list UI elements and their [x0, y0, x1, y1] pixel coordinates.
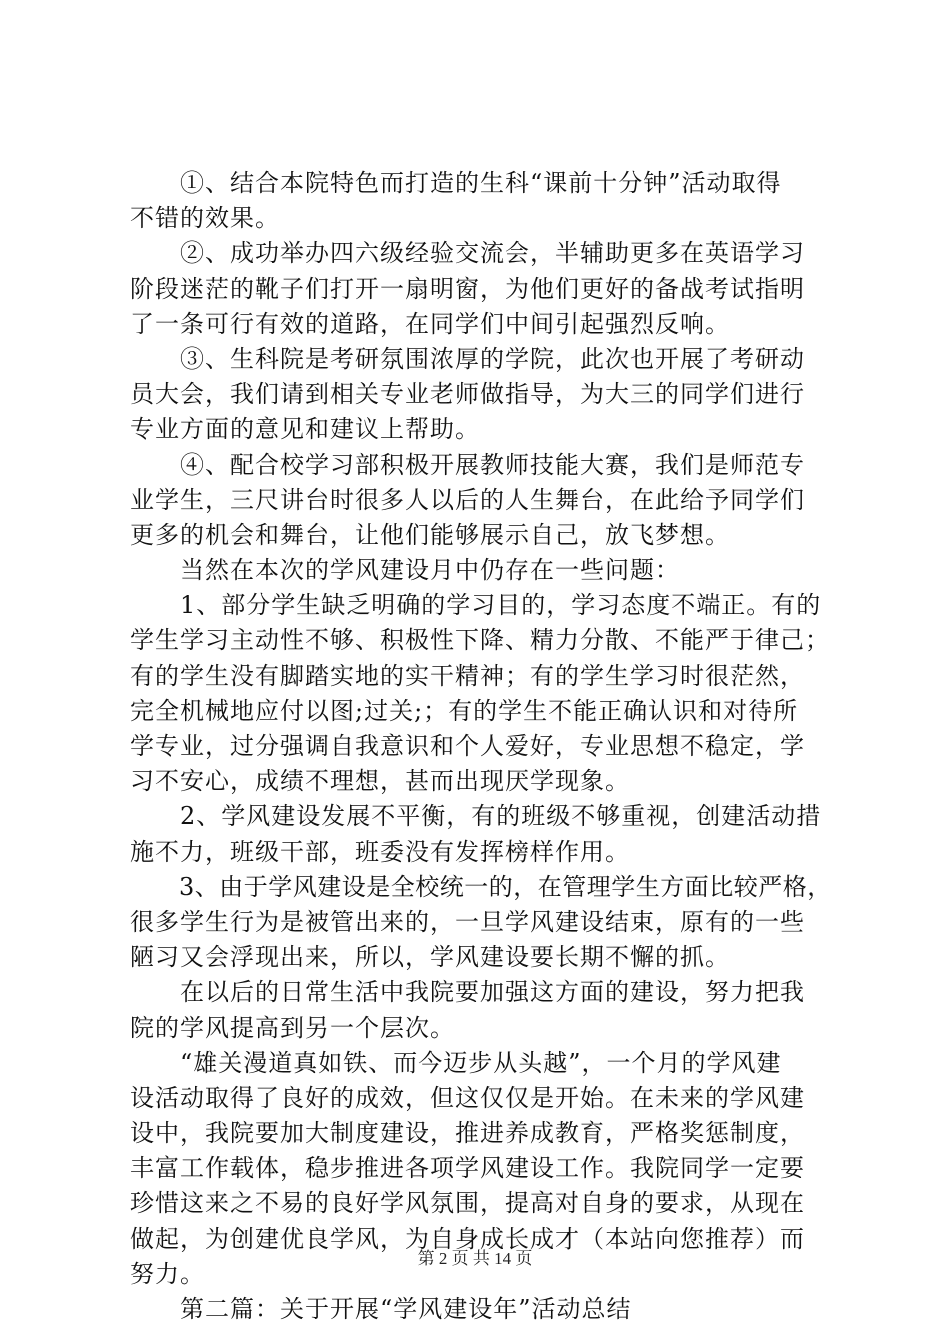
text-line: 员大会，我们请到相关专业老师做指导，为大三的同学们进行 [130, 380, 805, 409]
text-line: 学生学习主动性不够、积极性下降、精力分散、不能严于律己； [130, 626, 830, 655]
text-line: 不错的效果。 [130, 204, 280, 233]
text-line: ①、结合本院特色而打造的生科“课前十分钟”活动取得 [130, 169, 782, 197]
text-line: 1、部分学生缺乏明确的学习目的，学习态度不端正。有的 [130, 591, 822, 620]
text-line: “雄关漫道真如铁、而今迈步从头越”，一个月的学风建 [130, 1048, 782, 1077]
text-line: ④、配合校学习部积极开展教师技能大赛，我们是师范专 [130, 450, 805, 479]
text-line: 设活动取得了良好的成效，但这仅仅是开始。在未来的学风建 [130, 1083, 805, 1112]
text-line: ③、生科院是考研氛围浓厚的学院，此次也开展了考研动 [130, 344, 805, 373]
text-line: 2、学风建设发展不平衡，有的班级不够重视，创建活动措 [130, 802, 822, 831]
text-line: 设中，我院要加大制度建设，推进养成教育，严格奖惩制度， [130, 1119, 805, 1148]
text-line: 3、由于学风建设是全校统一的，在管理学生方面比较严格， [130, 872, 832, 901]
text-line: 在以后的日常生活中我院要加强这方面的建设，努力把我 [130, 978, 805, 1007]
text-line: 学专业，过分强调自我意识和个人爱好，专业思想不稳定，学 [130, 732, 805, 760]
text-line: 阶段迷茫的靴子们打开一扇明窗，为他们更好的备战考试指明 [130, 274, 805, 303]
document-body [130, 166, 832, 1327]
text-line: ②、成功举办四六级经验交流会，半辅助更多在英语学习 [130, 239, 805, 268]
text-line: 陋习又会浮现出来，所以，学风建设要长期不懈的抓。 [130, 943, 730, 972]
text-line: 专业方面的意见和建议上帮助。 [130, 415, 480, 444]
text-line: 了一条可行有效的道路，在同学们中间引起强烈反响。 [130, 309, 730, 338]
text-line: 努力。 [130, 1259, 205, 1288]
text-line: 院的学风提高到另一个层次。 [130, 1013, 455, 1042]
text-line: 有的学生没有脚踏实地的实干精神；有的学生学习时很茫然， [130, 661, 805, 690]
page-footer: 第 2 页 共 14 页 [417, 1249, 533, 1268]
text-line: 很多学生行为是被管出来的，一旦学风建设结束，原有的一些 [130, 907, 805, 936]
text-line: 习不安心，成绩不理想，甚而出现厌学现象。 [130, 767, 630, 796]
text-line: 珍惜这来之不易的良好学风氛围，提高对自身的要求，从现在 [130, 1189, 805, 1218]
text-line: 更多的机会和舞台，让他们能够展示自己，放飞梦想。 [130, 520, 730, 549]
text-line: 丰富工作载体，稳步推进各项学风建设工作。我院同学一定要 [130, 1154, 805, 1183]
text-line: 当然在本次的学风建设月中仍存在一些问题： [130, 556, 680, 585]
text-line: 做起，为创建优良学风，为自身成长成才（本站向您推荐）而 [130, 1224, 805, 1253]
text-line: 业学生，三尺讲台时很多人以后的人生舞台，在此给予同学们 [130, 485, 805, 514]
text-line: 第二篇：关于开展“学风建设年”活动总结 [130, 1295, 632, 1323]
text-line: 施不力，班级干部，班委没有发挥榜样作用。 [130, 837, 630, 866]
text-line: 完全机械地应付以图;过关;；有的学生不能正确认识和对待所 [130, 696, 799, 725]
